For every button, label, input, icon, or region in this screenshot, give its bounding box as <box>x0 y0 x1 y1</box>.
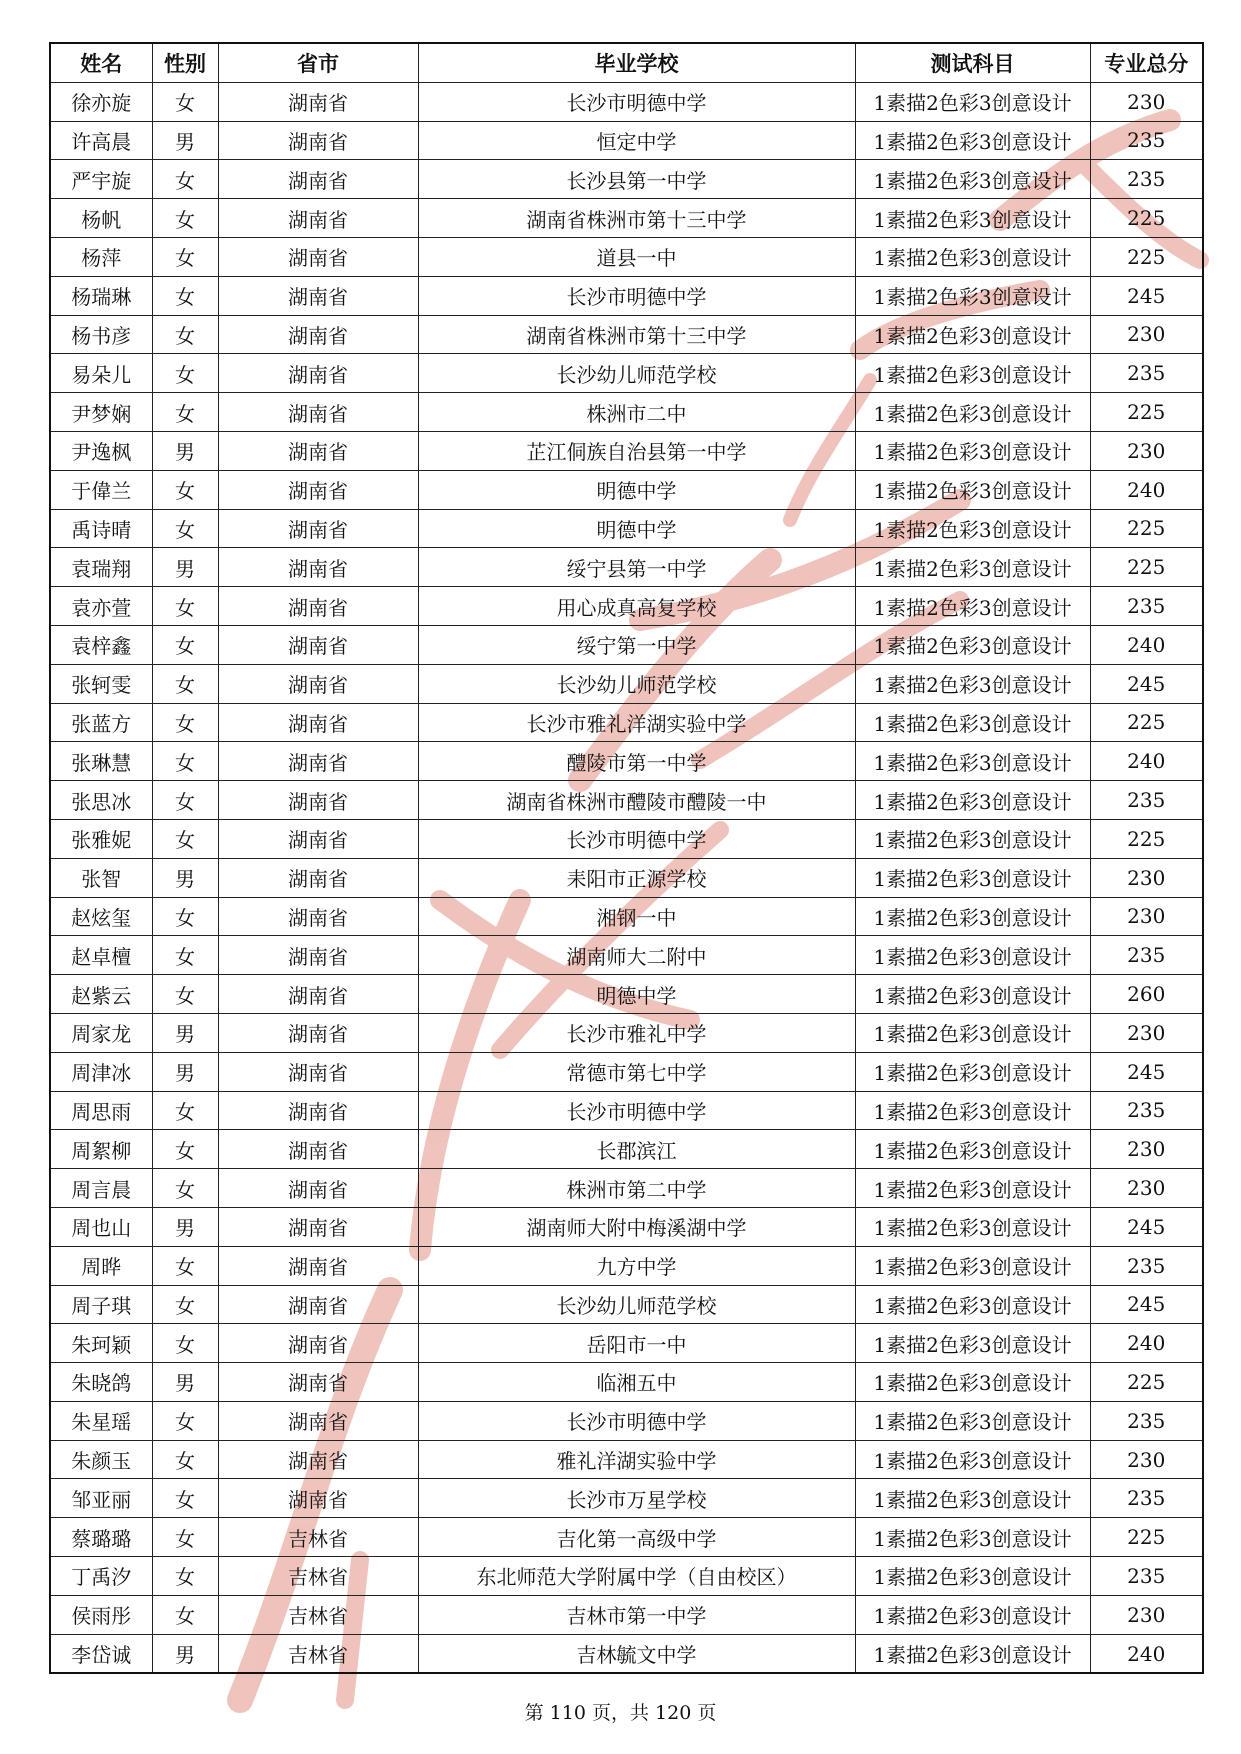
cell-school: 临湘五中 <box>418 1363 855 1402</box>
cell-name: 周家龙 <box>50 1013 152 1052</box>
cell-province: 吉林省 <box>218 1518 418 1557</box>
cell-school: 吉林市第一中学 <box>418 1595 855 1634</box>
cell-school: 湖南师大二附中 <box>418 936 855 975</box>
table-header-row <box>50 43 1203 82</box>
table-row <box>50 354 1203 393</box>
cell-school: 湖南省株洲市醴陵市醴陵一中 <box>418 781 855 820</box>
cell-school: 长沙市雅礼洋湖实验中学 <box>418 703 855 742</box>
cell-gender: 男 <box>152 858 218 897</box>
cell-province: 湖南省 <box>218 199 418 238</box>
cell-school: 道县一中 <box>418 237 855 276</box>
cell-gender: 女 <box>152 897 218 936</box>
cell-name: 袁亦萱 <box>50 587 152 626</box>
cell-score: 235 <box>1090 1557 1203 1596</box>
cell-province: 湖南省 <box>218 897 418 936</box>
header-school: 毕业学校 <box>418 43 855 82</box>
cell-school: 长沙幼儿师范学校 <box>418 1285 855 1324</box>
cell-name: 易朵儿 <box>50 354 152 393</box>
cell-province: 湖南省 <box>218 1479 418 1518</box>
cell-score: 230 <box>1090 1169 1203 1208</box>
cell-subjects: 1素描2色彩3创意设计 <box>855 975 1090 1014</box>
cell-province: 湖南省 <box>218 1246 418 1285</box>
cell-score: 225 <box>1090 703 1203 742</box>
cell-name: 周思雨 <box>50 1091 152 1130</box>
cell-province: 湖南省 <box>218 781 418 820</box>
table-row <box>50 82 1203 121</box>
cell-subjects: 1素描2色彩3创意设计 <box>855 858 1090 897</box>
cell-score: 240 <box>1090 1324 1203 1363</box>
cell-gender: 女 <box>152 936 218 975</box>
table-row <box>50 1634 1203 1673</box>
table-row <box>50 1091 1203 1130</box>
cell-gender: 男 <box>152 431 218 470</box>
cell-gender: 男 <box>152 121 218 160</box>
cell-school: 明德中学 <box>418 470 855 509</box>
cell-name: 尹梦娴 <box>50 393 152 432</box>
cell-score: 225 <box>1090 548 1203 587</box>
table-row <box>50 703 1203 742</box>
cell-gender: 女 <box>152 1595 218 1634</box>
cell-school: 明德中学 <box>418 975 855 1014</box>
table-row <box>50 975 1203 1014</box>
cell-subjects: 1素描2色彩3创意设计 <box>855 237 1090 276</box>
cell-subjects: 1素描2色彩3创意设计 <box>855 936 1090 975</box>
cell-score: 235 <box>1090 781 1203 820</box>
cell-subjects: 1素描2色彩3创意设计 <box>855 199 1090 238</box>
cell-school: 九方中学 <box>418 1246 855 1285</box>
cell-name: 禹诗晴 <box>50 509 152 548</box>
cell-name: 朱星瑶 <box>50 1401 152 1440</box>
cell-gender: 女 <box>152 470 218 509</box>
cell-score: 235 <box>1090 1091 1203 1130</box>
cell-name: 朱珂颖 <box>50 1324 152 1363</box>
cell-gender: 女 <box>152 160 218 199</box>
table-row <box>50 121 1203 160</box>
cell-school: 长沙县第一中学 <box>418 160 855 199</box>
cell-school: 长郡滨江 <box>418 1130 855 1169</box>
cell-score: 245 <box>1090 1207 1203 1246</box>
table-row <box>50 1595 1203 1634</box>
cell-subjects: 1素描2色彩3创意设计 <box>855 742 1090 781</box>
table-row <box>50 742 1203 781</box>
cell-score: 230 <box>1090 431 1203 470</box>
table-row <box>50 897 1203 936</box>
cell-name: 杨萍 <box>50 237 152 276</box>
cell-subjects: 1素描2色彩3创意设计 <box>855 276 1090 315</box>
cell-school: 东北师范大学附属中学（自由校区） <box>418 1557 855 1596</box>
cell-gender: 女 <box>152 237 218 276</box>
cell-subjects: 1素描2色彩3创意设计 <box>855 1207 1090 1246</box>
cell-name: 周晔 <box>50 1246 152 1285</box>
cell-school: 绥宁县第一中学 <box>418 548 855 587</box>
cell-name: 李岱诚 <box>50 1634 152 1673</box>
header-gender: 性别 <box>152 43 218 82</box>
cell-score: 240 <box>1090 1634 1203 1673</box>
cell-province: 湖南省 <box>218 936 418 975</box>
cell-score: 225 <box>1090 1518 1203 1557</box>
cell-province: 湖南省 <box>218 1324 418 1363</box>
cell-gender: 女 <box>152 1518 218 1557</box>
cell-subjects: 1素描2色彩3创意设计 <box>855 664 1090 703</box>
cell-school: 株洲市二中 <box>418 393 855 432</box>
cell-province: 湖南省 <box>218 82 418 121</box>
cell-subjects: 1素描2色彩3创意设计 <box>855 1013 1090 1052</box>
cell-subjects: 1素描2色彩3创意设计 <box>855 1246 1090 1285</box>
cell-gender: 女 <box>152 199 218 238</box>
table-row <box>50 1013 1203 1052</box>
header-province: 省市 <box>218 43 418 82</box>
cell-gender: 女 <box>152 664 218 703</box>
cell-score: 225 <box>1090 509 1203 548</box>
cell-score: 235 <box>1090 587 1203 626</box>
cell-score: 235 <box>1090 121 1203 160</box>
cell-name: 张琳慧 <box>50 742 152 781</box>
cell-subjects: 1素描2色彩3创意设计 <box>855 625 1090 664</box>
cell-score: 230 <box>1090 82 1203 121</box>
table-row <box>50 315 1203 354</box>
cell-province: 湖南省 <box>218 1130 418 1169</box>
cell-score: 225 <box>1090 393 1203 432</box>
cell-score: 235 <box>1090 1246 1203 1285</box>
table-row <box>50 1285 1203 1324</box>
cell-gender: 女 <box>152 703 218 742</box>
cell-name: 张智 <box>50 858 152 897</box>
cell-province: 湖南省 <box>218 1052 418 1091</box>
cell-score: 230 <box>1090 897 1203 936</box>
cell-subjects: 1素描2色彩3创意设计 <box>855 431 1090 470</box>
cell-province: 湖南省 <box>218 121 418 160</box>
cell-gender: 女 <box>152 509 218 548</box>
cell-gender: 女 <box>152 1169 218 1208</box>
cell-province: 湖南省 <box>218 276 418 315</box>
table-row <box>50 431 1203 470</box>
cell-school: 长沙市雅礼中学 <box>418 1013 855 1052</box>
cell-gender: 男 <box>152 1363 218 1402</box>
cell-subjects: 1素描2色彩3创意设计 <box>855 781 1090 820</box>
cell-province: 湖南省 <box>218 431 418 470</box>
cell-province: 湖南省 <box>218 587 418 626</box>
table-row <box>50 470 1203 509</box>
cell-name: 于偉兰 <box>50 470 152 509</box>
table-row <box>50 276 1203 315</box>
cell-province: 湖南省 <box>218 1169 418 1208</box>
cell-province: 湖南省 <box>218 742 418 781</box>
table-row <box>50 1246 1203 1285</box>
table-row <box>50 1324 1203 1363</box>
cell-subjects: 1素描2色彩3创意设计 <box>855 548 1090 587</box>
cell-subjects: 1素描2色彩3创意设计 <box>855 1595 1090 1634</box>
cell-score: 230 <box>1090 1440 1203 1479</box>
table-row <box>50 781 1203 820</box>
cell-school: 长沙市明德中学 <box>418 1401 855 1440</box>
table-row <box>50 1401 1203 1440</box>
table-row <box>50 1479 1203 1518</box>
cell-province: 湖南省 <box>218 1363 418 1402</box>
cell-subjects: 1素描2色彩3创意设计 <box>855 1169 1090 1208</box>
table-row <box>50 1518 1203 1557</box>
cell-subjects: 1素描2色彩3创意设计 <box>855 509 1090 548</box>
cell-gender: 女 <box>152 975 218 1014</box>
cell-name: 严宇旋 <box>50 160 152 199</box>
cell-subjects: 1素描2色彩3创意设计 <box>855 1634 1090 1673</box>
cell-subjects: 1素描2色彩3创意设计 <box>855 1518 1090 1557</box>
cell-score: 260 <box>1090 975 1203 1014</box>
table-row <box>50 393 1203 432</box>
cell-score: 225 <box>1090 237 1203 276</box>
cell-name: 袁瑞翔 <box>50 548 152 587</box>
cell-province: 湖南省 <box>218 1401 418 1440</box>
cell-name: 赵紫云 <box>50 975 152 1014</box>
cell-subjects: 1素描2色彩3创意设计 <box>855 354 1090 393</box>
cell-score: 235 <box>1090 936 1203 975</box>
cell-gender: 女 <box>152 82 218 121</box>
cell-name: 杨瑞琳 <box>50 276 152 315</box>
cell-gender: 女 <box>152 315 218 354</box>
cell-subjects: 1素描2色彩3创意设计 <box>855 1324 1090 1363</box>
cell-subjects: 1素描2色彩3创意设计 <box>855 1052 1090 1091</box>
cell-name: 周絮柳 <box>50 1130 152 1169</box>
cell-gender: 女 <box>152 1324 218 1363</box>
cell-province: 湖南省 <box>218 1013 418 1052</box>
cell-school: 长沙市明德中学 <box>418 1091 855 1130</box>
cell-province: 湖南省 <box>218 1285 418 1324</box>
cell-name: 赵炫玺 <box>50 897 152 936</box>
cell-gender: 女 <box>152 1401 218 1440</box>
cell-name: 周也山 <box>50 1207 152 1246</box>
cell-name: 袁梓鑫 <box>50 625 152 664</box>
table-row <box>50 199 1203 238</box>
cell-province: 湖南省 <box>218 393 418 432</box>
cell-school: 醴陵市第一中学 <box>418 742 855 781</box>
table-row <box>50 548 1203 587</box>
cell-gender: 女 <box>152 1091 218 1130</box>
cell-score: 235 <box>1090 1401 1203 1440</box>
cell-province: 湖南省 <box>218 819 418 858</box>
cell-gender: 女 <box>152 742 218 781</box>
header-subjects: 测试科目 <box>855 43 1090 82</box>
cell-subjects: 1素描2色彩3创意设计 <box>855 1479 1090 1518</box>
cell-name: 张蓝方 <box>50 703 152 742</box>
cell-gender: 女 <box>152 354 218 393</box>
cell-province: 湖南省 <box>218 548 418 587</box>
cell-province: 湖南省 <box>218 237 418 276</box>
cell-province: 湖南省 <box>218 858 418 897</box>
table-row <box>50 587 1203 626</box>
cell-province: 湖南省 <box>218 509 418 548</box>
cell-subjects: 1素描2色彩3创意设计 <box>855 121 1090 160</box>
cell-subjects: 1素描2色彩3创意设计 <box>855 819 1090 858</box>
cell-name: 邹亚丽 <box>50 1479 152 1518</box>
cell-school: 绥宁第一中学 <box>418 625 855 664</box>
cell-province: 吉林省 <box>218 1595 418 1634</box>
cell-school: 耒阳市正源学校 <box>418 858 855 897</box>
cell-school: 芷江侗族自治县第一中学 <box>418 431 855 470</box>
cell-province: 湖南省 <box>218 354 418 393</box>
table-row <box>50 1440 1203 1479</box>
cell-subjects: 1素描2色彩3创意设计 <box>855 1091 1090 1130</box>
cell-school: 用心成真高复学校 <box>418 587 855 626</box>
cell-name: 丁禹汐 <box>50 1557 152 1596</box>
cell-gender: 女 <box>152 1246 218 1285</box>
cell-score: 230 <box>1090 315 1203 354</box>
cell-gender: 男 <box>152 1634 218 1673</box>
cell-province: 吉林省 <box>218 1557 418 1596</box>
header-total-score: 专业总分 <box>1090 43 1203 82</box>
cell-name: 杨帆 <box>50 199 152 238</box>
table-row <box>50 1363 1203 1402</box>
cell-score: 240 <box>1090 742 1203 781</box>
cell-school: 长沙市万星学校 <box>418 1479 855 1518</box>
table-row <box>50 160 1203 199</box>
cell-province: 湖南省 <box>218 1440 418 1479</box>
cell-province: 湖南省 <box>218 664 418 703</box>
cell-school: 恒定中学 <box>418 121 855 160</box>
score-table <box>49 42 1204 1674</box>
cell-name: 朱晓鸽 <box>50 1363 152 1402</box>
cell-subjects: 1素描2色彩3创意设计 <box>855 587 1090 626</box>
cell-school: 吉化第一高级中学 <box>418 1518 855 1557</box>
cell-school: 株洲市第二中学 <box>418 1169 855 1208</box>
table-row <box>50 509 1203 548</box>
cell-score: 235 <box>1090 1479 1203 1518</box>
page-footer: 第 110 页，共 120 页 <box>524 1702 717 1724</box>
cell-score: 235 <box>1090 160 1203 199</box>
cell-subjects: 1素描2色彩3创意设计 <box>855 315 1090 354</box>
cell-name: 张雅妮 <box>50 819 152 858</box>
cell-name: 周言晨 <box>50 1169 152 1208</box>
cell-school: 岳阳市一中 <box>418 1324 855 1363</box>
cell-province: 湖南省 <box>218 315 418 354</box>
cell-school: 常德市第七中学 <box>418 1052 855 1091</box>
table-row <box>50 625 1203 664</box>
cell-school: 长沙市明德中学 <box>418 82 855 121</box>
table-row <box>50 1169 1203 1208</box>
cell-subjects: 1素描2色彩3创意设计 <box>855 703 1090 742</box>
table-row <box>50 936 1203 975</box>
cell-gender: 女 <box>152 819 218 858</box>
cell-gender: 女 <box>152 781 218 820</box>
cell-subjects: 1素描2色彩3创意设计 <box>855 160 1090 199</box>
cell-school: 长沙幼儿师范学校 <box>418 664 855 703</box>
cell-name: 张思冰 <box>50 781 152 820</box>
cell-province: 吉林省 <box>218 1634 418 1673</box>
cell-school: 长沙市明德中学 <box>418 819 855 858</box>
table-row <box>50 1557 1203 1596</box>
cell-score: 225 <box>1090 819 1203 858</box>
cell-name: 张轲雯 <box>50 664 152 703</box>
cell-province: 湖南省 <box>218 160 418 199</box>
cell-gender: 男 <box>152 1207 218 1246</box>
cell-school: 明德中学 <box>418 509 855 548</box>
cell-subjects: 1素描2色彩3创意设计 <box>855 1285 1090 1324</box>
cell-school: 吉林毓文中学 <box>418 1634 855 1673</box>
cell-score: 240 <box>1090 470 1203 509</box>
header-name: 姓名 <box>50 43 152 82</box>
table-row <box>50 664 1203 703</box>
cell-gender: 女 <box>152 1440 218 1479</box>
cell-school: 雅礼洋湖实验中学 <box>418 1440 855 1479</box>
cell-subjects: 1素描2色彩3创意设计 <box>855 1363 1090 1402</box>
cell-name: 赵卓檀 <box>50 936 152 975</box>
cell-gender: 女 <box>152 625 218 664</box>
cell-province: 湖南省 <box>218 470 418 509</box>
cell-school: 湖南省株洲市第十三中学 <box>418 315 855 354</box>
cell-school: 长沙幼儿师范学校 <box>418 354 855 393</box>
table-row <box>50 1130 1203 1169</box>
cell-name: 许高晨 <box>50 121 152 160</box>
cell-school: 湖南师大附中梅溪湖中学 <box>418 1207 855 1246</box>
cell-school: 湖南省株洲市第十三中学 <box>418 199 855 238</box>
cell-subjects: 1素描2色彩3创意设计 <box>855 1130 1090 1169</box>
cell-subjects: 1素描2色彩3创意设计 <box>855 470 1090 509</box>
cell-gender: 女 <box>152 1130 218 1169</box>
cell-gender: 女 <box>152 393 218 432</box>
cell-province: 湖南省 <box>218 975 418 1014</box>
table-row <box>50 858 1203 897</box>
cell-gender: 男 <box>152 1052 218 1091</box>
cell-score: 225 <box>1090 199 1203 238</box>
cell-name: 周津冰 <box>50 1052 152 1091</box>
table-row <box>50 819 1203 858</box>
cell-name: 徐亦旋 <box>50 82 152 121</box>
cell-name: 蔡璐璐 <box>50 1518 152 1557</box>
cell-score: 245 <box>1090 276 1203 315</box>
cell-province: 湖南省 <box>218 625 418 664</box>
cell-subjects: 1素描2色彩3创意设计 <box>855 1401 1090 1440</box>
table-row <box>50 1052 1203 1091</box>
cell-province: 湖南省 <box>218 703 418 742</box>
cell-score: 240 <box>1090 625 1203 664</box>
cell-score: 245 <box>1090 1052 1203 1091</box>
cell-gender: 女 <box>152 1285 218 1324</box>
cell-subjects: 1素描2色彩3创意设计 <box>855 393 1090 432</box>
table-row <box>50 237 1203 276</box>
cell-name: 朱颜玉 <box>50 1440 152 1479</box>
cell-name: 周子琪 <box>50 1285 152 1324</box>
cell-score: 245 <box>1090 1285 1203 1324</box>
cell-gender: 女 <box>152 587 218 626</box>
cell-subjects: 1素描2色彩3创意设计 <box>855 1440 1090 1479</box>
cell-score: 235 <box>1090 354 1203 393</box>
table-row <box>50 1207 1203 1246</box>
cell-province: 湖南省 <box>218 1207 418 1246</box>
cell-score: 230 <box>1090 1013 1203 1052</box>
cell-name: 侯雨彤 <box>50 1595 152 1634</box>
cell-school: 湘钢一中 <box>418 897 855 936</box>
cell-gender: 男 <box>152 548 218 587</box>
cell-subjects: 1素描2色彩3创意设计 <box>855 1557 1090 1596</box>
cell-subjects: 1素描2色彩3创意设计 <box>855 897 1090 936</box>
cell-school: 长沙市明德中学 <box>418 276 855 315</box>
cell-name: 尹逸枫 <box>50 431 152 470</box>
cell-score: 230 <box>1090 1130 1203 1169</box>
cell-province: 湖南省 <box>218 1091 418 1130</box>
cell-gender: 女 <box>152 1557 218 1596</box>
cell-gender: 男 <box>152 1013 218 1052</box>
cell-score: 230 <box>1090 858 1203 897</box>
cell-score: 230 <box>1090 1595 1203 1634</box>
cell-gender: 女 <box>152 276 218 315</box>
cell-gender: 女 <box>152 1479 218 1518</box>
cell-name: 杨书彦 <box>50 315 152 354</box>
cell-score: 225 <box>1090 1363 1203 1402</box>
cell-score: 245 <box>1090 664 1203 703</box>
cell-subjects: 1素描2色彩3创意设计 <box>855 82 1090 121</box>
